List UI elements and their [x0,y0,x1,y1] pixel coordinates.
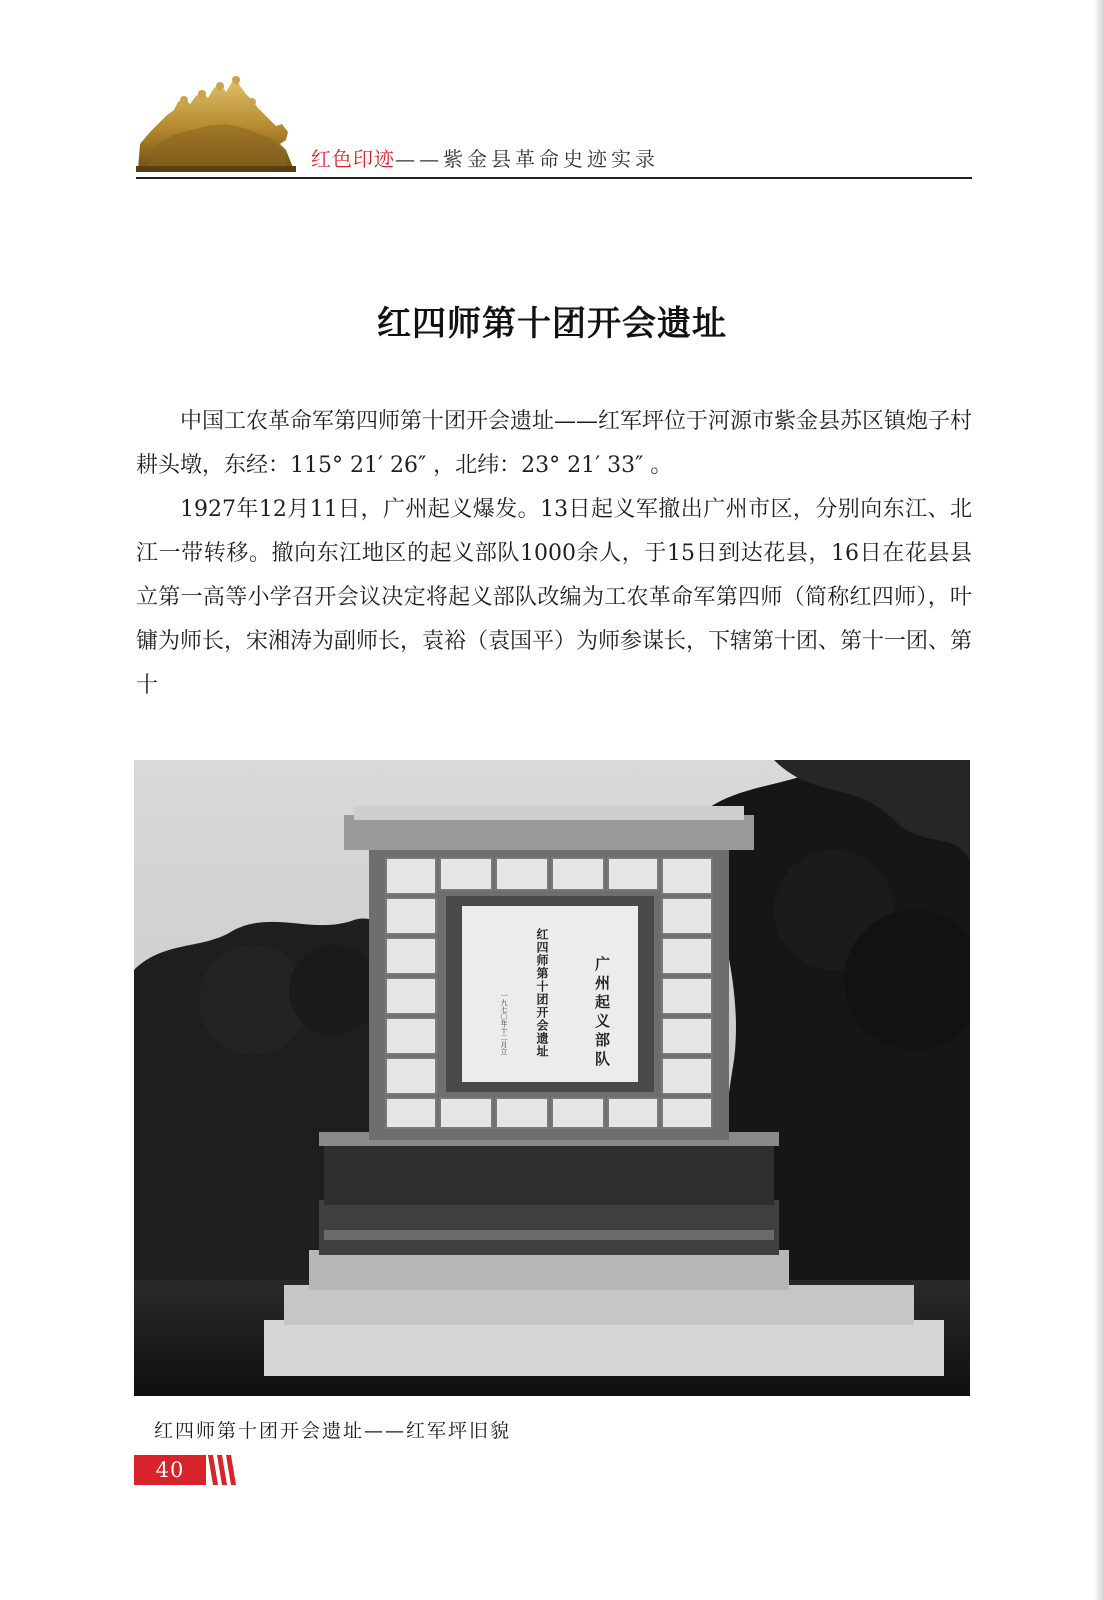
series-title-subtitle: ——紫金县革命史迹实录 [395,147,659,171]
inscription-center: 红四师第十团开会遗址 [535,928,549,1058]
monument-photo [134,760,970,1396]
article-body [136,400,972,708]
page-edge-shadow [1094,0,1104,1600]
inscription-right: 广州起义部队 [593,956,611,1070]
monument-statue-emblem [136,74,296,172]
series-title [311,143,659,172]
page-number-stripes [208,1455,238,1485]
paragraph-1: 中国工农革命军第四师第十团开会遗址——红军坪位于河源市紫金县苏区镇炮子村耕头墩，东经：115° 21′ 26″ ，北纬：23° 21′ 33″ 。 [136,409,973,478]
article-title: 红四师第十团开会遗址 [377,304,727,344]
inscription-small: 一九七〇年十二月立 [500,992,508,1055]
header-divider [136,177,972,179]
page-number: 40 [134,1455,206,1485]
series-title-red: 红色印迹 [311,147,395,171]
paragraph-2: 1927年12月11日，广州起义爆发。13日起义军撤出广州市区，分别向东江、北江一带转移。撤向东江地区的起义部队1000余人，于15日到达花县，16日在花县县立第一高等小学召开会议决定将起义部队改编为工农革命军第四师（简称红四师），叶镛为师长，宋湘涛为副师长，袁裕（袁国平）为师参谋长，下辖第十团、第十一团、第十 [136,497,973,698]
photo-caption: 红四师第十团开会遗址——红军坪旧貌 [154,1420,512,1442]
